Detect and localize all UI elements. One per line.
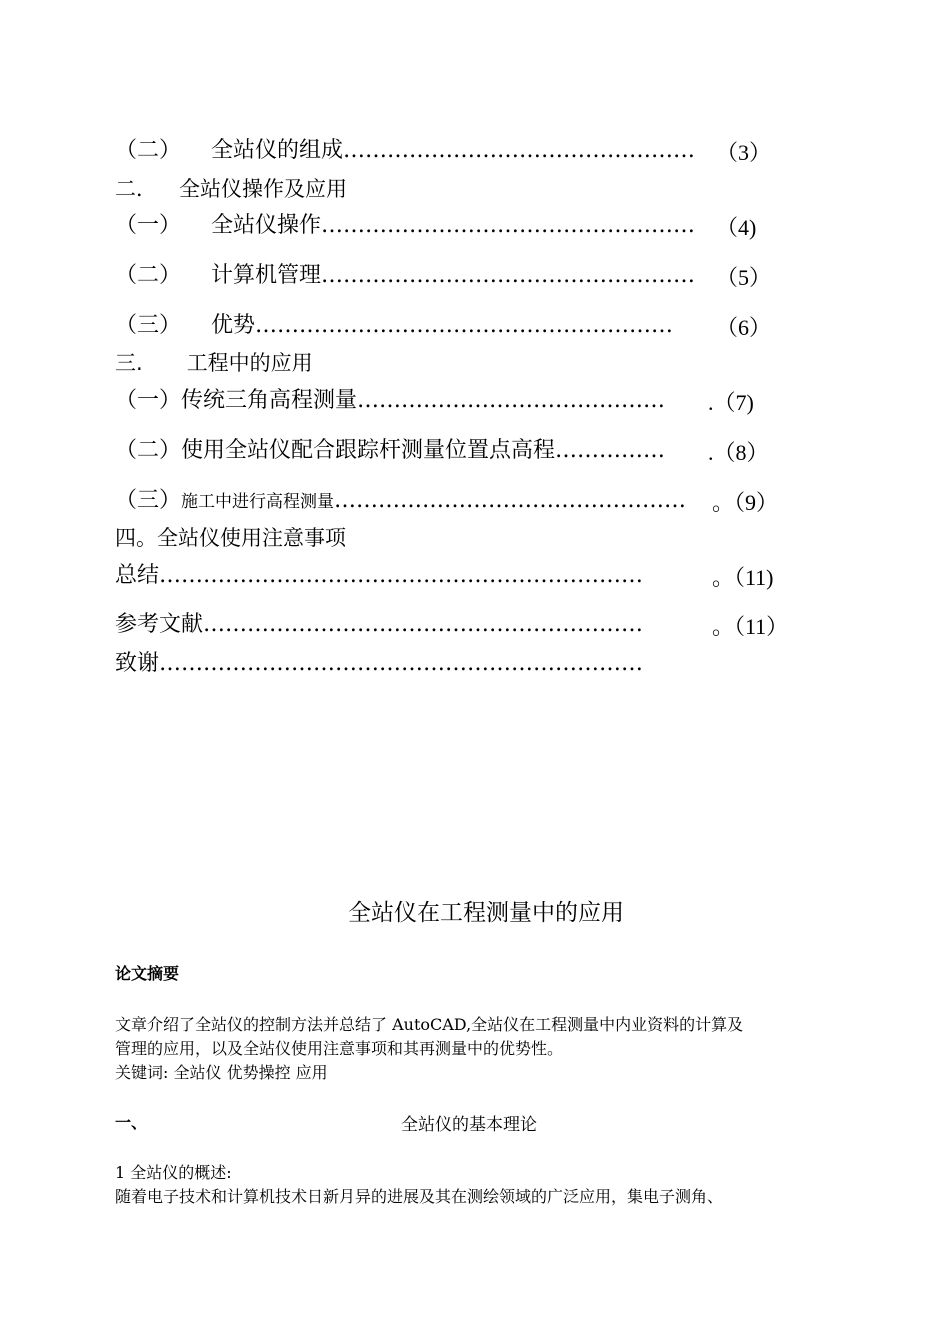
toc-leader-dots: ………………………………………… — [334, 488, 687, 513]
toc-leader-dots: …………………………………………… — [321, 263, 696, 288]
abstract-line-2: 管理的应用，以及全站仪使用注意事项和其再测量中的优势性。 — [115, 1039, 564, 1058]
toc-section-number: 三. — [115, 351, 143, 375]
toc-section-4: 四。全站仪使用注意事项 — [115, 526, 346, 550]
toc-leader-dots: ………………………………………………………… — [159, 651, 644, 676]
toc-leader-dots: ………………………………………………… — [255, 313, 674, 338]
toc-page-number: （5） — [716, 265, 772, 290]
toc-number: （三） — [115, 488, 182, 513]
toc-number: （二） — [115, 138, 182, 163]
toc-page-number: （6） — [716, 315, 772, 340]
toc-section-2 — [115, 173, 347, 203]
toc-line-2-2 — [115, 133, 695, 164]
keywords: 关键词: 全站仪 优势操控 应用 — [115, 1063, 328, 1082]
abstract-heading: 论文摘要 — [115, 964, 180, 983]
toc-section-title: 工程中的应用 — [186, 351, 313, 375]
toc-entry-text: 致谢 — [115, 651, 160, 676]
toc-entry-text: 全站仪的组成 — [211, 138, 344, 163]
toc-line-references — [115, 607, 643, 638]
toc-entry-text: 总结 — [115, 563, 160, 588]
toc-leader-dots: …………………………………………………… — [203, 612, 644, 637]
toc-page-number: 。（11） — [712, 614, 789, 639]
toc-entry-text: （一）传统三角高程测量 — [115, 388, 358, 413]
subsection-title: 1 全站仪的概述: — [115, 1163, 232, 1182]
toc-entry-text: 优势 — [211, 313, 256, 338]
toc-line-3-3 — [115, 483, 686, 514]
toc-line-acknowledgements — [115, 646, 643, 677]
toc-leader-dots: ………………………………………… — [343, 138, 696, 163]
toc-section-number: 二． — [115, 177, 157, 201]
toc-entry-text: 施工中进行高程测量 — [181, 492, 335, 512]
section-title: 全站仪的基本理论 — [401, 1115, 537, 1135]
toc-page-number: 。（9） — [712, 490, 779, 515]
toc-page-number: 。（11) — [712, 565, 774, 590]
toc-line-2-1 — [115, 208, 695, 239]
toc-section-3 — [115, 347, 313, 377]
toc-leader-dots: …………… — [555, 438, 666, 463]
toc-line-3-1 — [115, 383, 665, 414]
toc-page-number: （3） — [716, 140, 772, 165]
toc-number: （一） — [115, 213, 182, 238]
toc-line-2-3 — [115, 308, 673, 339]
toc-entry-text: 全站仪操作 — [211, 213, 322, 238]
toc-number: （三） — [115, 313, 182, 338]
abstract-line-1: 文章介绍了全站仪的控制方法并总结了 AutoCAD,全站仪在工程测量中内业资料的计算及 — [115, 1015, 744, 1034]
toc-entry-text: 参考文献 — [115, 612, 204, 637]
page-title: 全站仪在工程测量中的应用 — [348, 900, 624, 926]
toc-line-summary — [115, 558, 643, 589]
toc-entry-text: 计算机管理 — [211, 263, 322, 288]
paragraph: 随着电子技术和计算机技术日新月异的进展及其在测绘领域的广泛应用，集电子测角、 — [115, 1187, 724, 1206]
toc-number: （二） — [115, 263, 182, 288]
toc-line-2-2b — [115, 258, 695, 289]
toc-page-number: .（7) — [708, 390, 754, 415]
toc-line-3-2 — [115, 433, 665, 464]
toc-page-number: （4) — [716, 215, 757, 240]
toc-leader-dots: …………………………………… — [357, 388, 666, 413]
section-number: 一、 — [115, 1113, 148, 1132]
toc-section-title: 全站仪操作及应用 — [179, 177, 347, 201]
toc-leader-dots: …………………………………………… — [321, 213, 696, 238]
toc-entry-text: （二）使用全站仪配合跟踪杆测量位置点高程 — [115, 438, 556, 463]
toc-leader-dots: ………………………………………………………… — [159, 563, 644, 588]
toc-page-number: .（8） — [708, 440, 769, 465]
